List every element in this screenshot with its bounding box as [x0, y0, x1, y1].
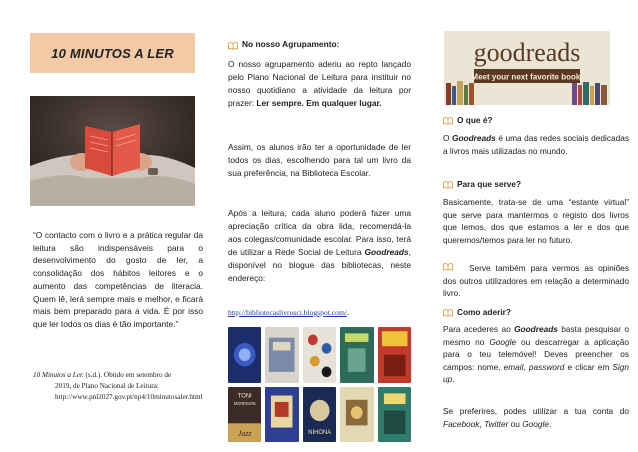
- sign-up-italic: Sign up: [443, 361, 629, 385]
- paragraph-opinioes: [443, 262, 629, 300]
- goodreads-logo-image: [444, 31, 610, 105]
- paragraph-3: [228, 207, 411, 285]
- heading-text: Como aderir?: [457, 307, 511, 317]
- open-book-icon: [228, 41, 238, 49]
- open-book-icon: [443, 180, 453, 188]
- blog-link[interactable]: http://bibliotecaslivrosci.blogspot.com/: [228, 308, 347, 317]
- paragraph-1-text: O nosso agrupamento aderiu ao repto lançado pelo Plano Nacional de Leitura para instituir no nosso quotidiano a atividade da leitura por prazer:: [228, 59, 411, 108]
- book-cover: [340, 387, 373, 443]
- book-cover: [265, 387, 298, 443]
- reading-photo: [30, 96, 195, 206]
- text: ,: [479, 418, 485, 429]
- reference-url: http://www.pnl2027.gov.pt/np4/10minutosaler.html: [55, 393, 203, 401]
- reference: [33, 370, 205, 403]
- open-book-icon: [443, 116, 453, 124]
- svg-text:MORRISON: MORRISON: [233, 400, 256, 406]
- text: Para acederes ao: [443, 324, 515, 334]
- right-column: [424, 0, 638, 452]
- paragraph-alternativas: [443, 405, 629, 430]
- reference-rest: (s.d.). Obtido em setembro de: [83, 371, 172, 379]
- paragraph-2: Assim, os alunos irão ter a oportunidade de ler todos os dias, escolhendo para tal um livro da sua preferência, na Biblioteca Escolar.: [228, 142, 411, 178]
- text: e clicar em: [564, 361, 613, 372]
- section-heading-para-que-serve: [443, 178, 629, 191]
- heading-text: O que é?: [457, 115, 493, 125]
- paragraph-3-text: Após a leitura, cada aluno poderá fazer uma apreciação crítica da obra lida, recomendá-la aos colegas/comunidade escolar. Para isso, terá de utilizar a Rede Social de Leitura: [228, 208, 411, 257]
- person-reading-image: [30, 96, 195, 206]
- goodreads-bold: Goodreads: [364, 247, 409, 257]
- facebook-italic: Facebook: [443, 418, 480, 429]
- paragraph-1: [228, 58, 411, 110]
- google-italic: Google: [489, 336, 517, 347]
- heading-text: Para que serve?: [457, 179, 522, 189]
- text: Serve também para vermos as opiniões dos outros utilizadores em relação a determinado livro.: [443, 263, 629, 299]
- open-book-icon: [443, 308, 453, 316]
- section-heading-como-aderir: [443, 306, 629, 319]
- reference-title: 10 Minutos a Ler.: [33, 371, 84, 379]
- paragraph-para-que-serve: Basicamente, trata-se de uma “estante virtual” que serve para mantermos o registo dos livros que lemos, dos que estamos a ler e dos que queremos/temos para ler no futuro.: [443, 197, 629, 245]
- email-italic: email: [503, 361, 524, 372]
- book-cover: [265, 327, 298, 383]
- google-italic: Google: [522, 418, 549, 429]
- password-italic: password: [528, 361, 565, 372]
- link-period: .: [346, 307, 350, 317]
- text: Se preferires, podes utilizar a tua conta do: [443, 406, 629, 416]
- text: ,: [523, 361, 529, 372]
- section-heading-o-que-e: [443, 114, 629, 127]
- book-cover: [340, 327, 373, 383]
- goodreads-bold: Goodreads: [451, 133, 496, 143]
- goodreads-logo-text: goodreads: [473, 38, 581, 67]
- paragraph-1-bold: Ler sempre. Em qualquer lugar.: [256, 98, 382, 108]
- open-book-icon: [443, 262, 453, 270]
- section-heading-agrupamento: [228, 38, 411, 51]
- svg-text:Jazz: Jazz: [237, 428, 252, 438]
- quote-text: “O contacto com o livro e a prática regular da leitura são indispensáveis para o desenvolvimento do gosto de ler, a consolidação dos hábitos leitores e o aumento das competências de literacia. Quem lê, lerá sempre mais e melhor, e ficará mais bem preparado para a vida. É por isso que ler todos os dias é tão importante.”: [33, 230, 203, 329]
- text: ou descarregar a aplicação para o teu telemóvel! Deves preencher os campos: nome,: [443, 336, 629, 372]
- text: basta pesquisar o mesmo no: [443, 324, 629, 347]
- paragraph-como-aderir: [443, 323, 629, 386]
- text: ou: [508, 418, 523, 429]
- left-column: [0, 0, 211, 452]
- book-cover: [228, 327, 261, 383]
- title-banner: [30, 33, 195, 73]
- page-title: 10 MINUTOS A LER: [51, 45, 174, 61]
- paragraph-o-que-e: [443, 132, 629, 157]
- heading-text: No nosso Agrupamento:: [242, 39, 340, 49]
- goodreads-tagline: Meet your next favorite book.: [471, 72, 583, 82]
- text: .: [548, 418, 552, 429]
- twitter-italic: Twitter: [484, 418, 509, 429]
- text: é uma das redes sociais dedicadas a livros mais utilizadas no mundo.: [443, 133, 629, 156]
- middle-column: [211, 0, 424, 452]
- book-cover-nihona: [303, 387, 336, 443]
- book-cover: [378, 327, 411, 383]
- goodreads-banner: [444, 31, 610, 105]
- book-cover: [378, 387, 411, 443]
- svg-text:TONI: TONI: [237, 391, 252, 400]
- text: O: [443, 133, 452, 143]
- book-cover: [303, 327, 336, 383]
- blog-link-row: [228, 306, 411, 319]
- text: .: [452, 374, 455, 385]
- svg-text:NIHONA: NIHONA: [308, 428, 331, 436]
- book-covers-grid: [228, 327, 411, 442]
- goodreads-bold: Goodreads: [514, 324, 558, 334]
- paragraph-3-tail: , disponível no blogue das bibliotecas, neste endereço:: [228, 247, 411, 283]
- book-cover-jazz: [228, 387, 261, 443]
- reference-line-2: 2019, de Plano Nacional de Leitura:: [55, 382, 159, 390]
